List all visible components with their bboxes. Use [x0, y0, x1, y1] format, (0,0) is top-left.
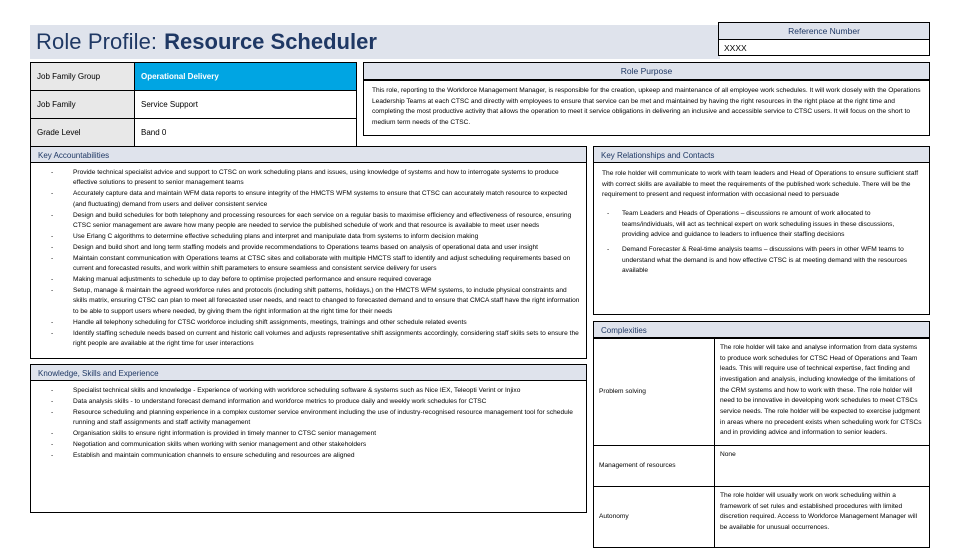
table-row	[31, 63, 357, 91]
list-item: - Maintain constant communication with Operations teams at CTSC sites and collaborate with multiple HMCTS staff to identify and adjust scheduling requirements based on current and forecasted results, and work within shift parameters to ensure seamless and consistent service delivery for users	[37, 254, 580, 275]
autonomy-label: Autonomy	[594, 487, 715, 548]
list-item: - Organisation skills to ensure right information is provided in timely manner to CTSC senior management	[37, 429, 580, 439]
list-item: - Design and build short and long term staffing models and provide recommendations to Operations teams based on analysis of operational data and user insight	[37, 243, 580, 253]
job-details-body	[31, 63, 357, 147]
complexities-table	[593, 338, 930, 548]
key-relationships-section	[593, 163, 930, 315]
list-item: - Data analysis skills - to understand forecast demand information and workforce metrics to produce daily and weekly work schedules for CTSC	[37, 397, 580, 407]
grade-level-label: Grade Level	[31, 119, 135, 147]
job-family-group-value: Operational Delivery	[135, 63, 357, 91]
reference-number-value: XXXX	[719, 40, 929, 55]
reference-number-box	[718, 22, 930, 56]
list-item: - Resource scheduling and planning experience in a complex customer service environment including the use of industry-recognised resource management tool for schedule running and staff assignments and staff activity management	[37, 408, 580, 429]
list-item: - Specialist technical skills and knowledge - Experience of working with workforce scheduling software & systems such as Nice IEX, Teleopti Verint or Injixo	[37, 386, 580, 396]
key-accountabilities-list	[37, 168, 580, 349]
table-row	[594, 446, 930, 487]
list-item: - Accurately capture data and maintain WFM data reports to ensure integrity of the HMCTS WFM systems to ensure that CTSC can accurately match resource to expected (and fluctuating) demand from users and deliver consistent service	[37, 189, 580, 210]
page-title	[30, 25, 720, 59]
complexities-body	[594, 339, 930, 548]
key-relationships-list	[602, 209, 921, 277]
job-family-group-label: Job Family Group	[31, 63, 135, 91]
problem-solving-value: The role holder will take and analyse information from data systems to produce work schedules for CTSC Head of Operations and Team leads. This will require use of technical expertise, fact finding and investigation and analysis, including knowledge of the limitations of the CRM systems and how to work with these. The role holder will need to be innovative in developing work schedules to meet CTSCs service needs. The role holder will be expected to exercise judgment in areas where no precedent exists when scheduling work for CTSCs and in providing advice and information to senior leaders.	[715, 339, 930, 446]
autonomy-value: The role holder will usually work on work scheduling within a framework of set rules and established procedures with limited discretion required. Access to Workforce Management Manager will be available for unusual occurrences.	[715, 487, 930, 548]
list-item: - Establish and maintain communication channels to ensure scheduling and resources are aligned	[37, 451, 580, 461]
knowledge-skills-section	[30, 381, 587, 513]
role-purpose-heading: Role Purpose	[364, 63, 929, 81]
title-role-name: Resource Scheduler	[164, 29, 377, 54]
list-item: - Use Erlang C algorithms to determine effective scheduling plans and interpret and manipulate data from systems to inform decision making	[37, 232, 580, 242]
table-row	[594, 339, 930, 446]
role-purpose-section	[363, 62, 930, 136]
key-relationships-heading: Key Relationships and Contacts	[593, 146, 930, 163]
list-item: - Handle all telephony scheduling for CTSC workforce including shift assignments, meetings, trainings and other schedule related events	[37, 318, 580, 328]
knowledge-skills-heading: Knowledge, Skills and Experience	[30, 364, 587, 381]
reference-number-label: Reference Number	[719, 23, 929, 40]
knowledge-skills-list	[37, 386, 580, 461]
job-family-value: Service Support	[135, 91, 357, 119]
list-item: - Provide technical specialist advice and support to CTSC on work scheduling plans and issues, using knowledge of systems and how to interrogate systems to produce effective solutions to present to senior management teams	[37, 168, 580, 189]
list-item: - Design and build schedules for both telephony and processing resources for each service on a regular basis to maximise efficiency and effectiveness of resource, ensuring CTSC senior management are aware how many people are needed to service the published schedule of work and that resource is available to meet user needs	[37, 211, 580, 232]
table-row	[594, 487, 930, 548]
management-of-resources-label: Management of resources	[594, 446, 715, 487]
key-relationships-intro: The role holder will communicate to work with team leaders and Head of Operations to ensure sufficient staff with correct skills are available to meet the requirements of the published work schedule. There will be the requirement to present and request information with occasional need to persuade	[602, 170, 919, 199]
management-of-resources-value: None	[715, 446, 930, 487]
list-item: - Setup, manage & maintain the agreed workforce rules and protocols (including shift patterns, holidays,) on the HMCTS WFM systems, to include physical constraints and skills matrix, ensuring CTSC can plan to meet all forecasted user needs, and react to changed to forecasted demand and to ensure that CMCA staff have the right information to be able to support users where needed, by giving them the right information at the right time for their needs	[37, 286, 580, 317]
problem-solving-label: Problem solving	[594, 339, 715, 446]
list-item: - Negotiation and communication skills when working with senior management and other stakeholders	[37, 440, 580, 450]
key-accountabilities-section	[30, 163, 587, 359]
list-item: - Identify staffing schedule needs based on current and historic call volumes and adjusts representative shift assignments accordingly, considering staff skills sets to ensure the right people are available at the right time for user interactions	[37, 329, 580, 350]
list-item: - Team Leaders and Heads of Operations – discussions re amount of work allocated to teams/individuals, will act as technical expert on work scheduling issues in these discussions, providing advice and guidance to leaders to influence their staffing decisions	[602, 209, 921, 241]
list-item: - Making manual adjustments to schedule up to day before to optimise projected performance and ensure required coverage	[37, 275, 580, 285]
job-details-table	[30, 62, 357, 147]
role-purpose-body: This role, reporting to the Workforce Management Manager, is responsible for the creation, upkeep and maintenance of all employee work schedules. It will work closely with the Operations Leadership Teams at each CTSC and directly with employees to ensure that service can be met and maintained by having the right resources in the right place at the right time and completing the most productive activity that allows the operation to meet it service obligations in delivering an inclusive and accessible service to CTSC users. It will focus on the short to medium term needs of the CTSC.	[372, 87, 921, 127]
grade-level-value: Band 0	[135, 119, 357, 147]
list-item: - Demand Forecaster & Real-time analysis teams – discussions with peers in other WFM teams to understand what the demand is and how effective CTSC is at meeting demand with the resources available	[602, 245, 921, 277]
table-row	[31, 119, 357, 147]
key-accountabilities-heading: Key Accountabilities	[30, 146, 587, 163]
job-family-label: Job Family	[31, 91, 135, 119]
title-prefix: Role Profile:	[36, 29, 158, 54]
table-row	[31, 91, 357, 119]
complexities-heading: Complexities	[593, 321, 930, 338]
